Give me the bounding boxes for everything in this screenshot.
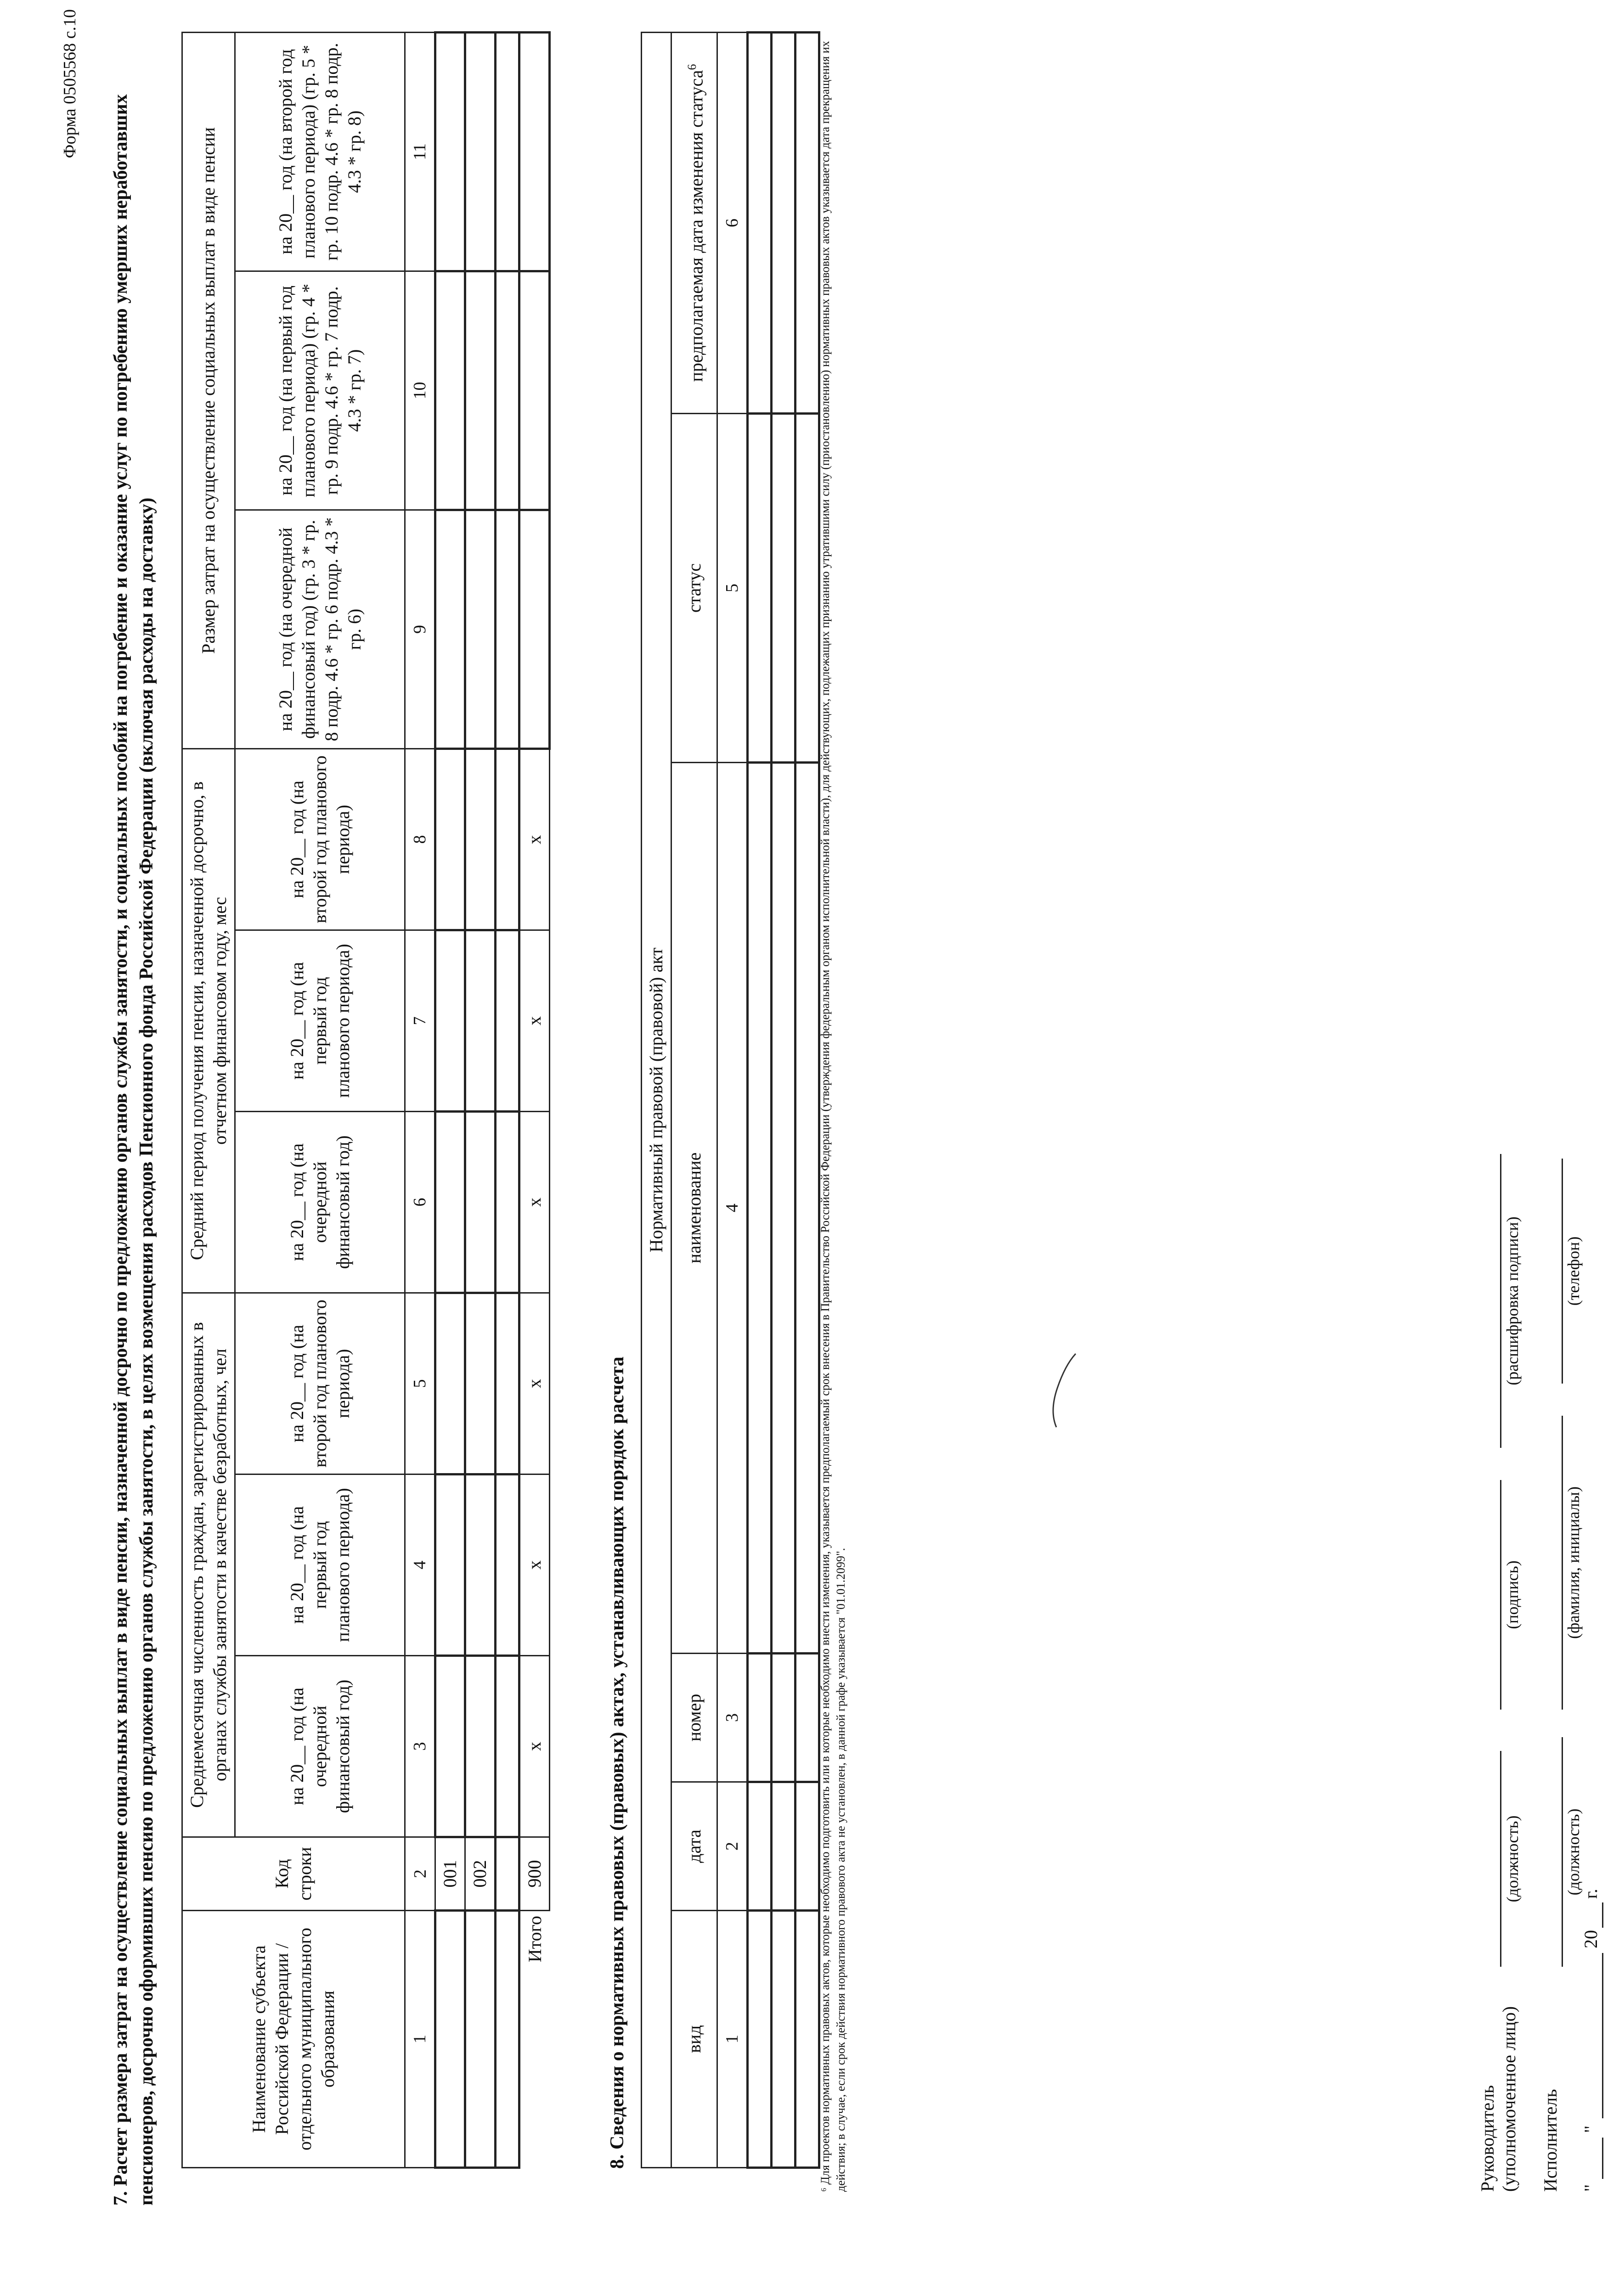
data-cell[interactable]	[496, 748, 519, 930]
section7-table	[181, 31, 551, 2169]
column-number: 8	[405, 748, 435, 930]
data-cell[interactable]	[496, 1474, 519, 1656]
column-number: 5	[717, 414, 748, 763]
header-count-first: на 20__ год (на первый год планового периода)	[235, 1474, 405, 1656]
data-cell[interactable]	[496, 1293, 519, 1474]
head-decoding-line[interactable]	[1478, 1154, 1501, 1448]
table-row	[748, 32, 772, 2167]
total-cell[interactable]	[519, 271, 550, 510]
footnote: ⁶ Для проектов нормативных правовых актов, которые необходимо подготовить или в которые необходимо внести изменения, указывается предполагаемый срок внесения в Правительство Российской Федерации (утверждения федеральным органом исполнительной власти), для действующих, подлежащих признанию утратившими силу (приостановлению) нормативных правовых актов указывается дата прекращения их действия; в случае, если срок действия нормативного правового акта не установлен, в данной графе указывается "01.01.2099".	[818, 41, 847, 2192]
data-cell[interactable]	[435, 1293, 465, 1474]
column-number: 4	[717, 763, 748, 1654]
data-cell[interactable]	[496, 271, 519, 510]
head-decoding-caption: (расшифровка подписи)	[1503, 1216, 1522, 1385]
column-number: 5	[405, 1293, 435, 1474]
column-number: 11	[405, 32, 435, 271]
header-number: номер	[671, 1654, 717, 1782]
section8-table	[641, 31, 820, 2169]
data-cell[interactable]	[496, 1111, 519, 1293]
table-row	[795, 32, 819, 2167]
head-label: Руководитель	[1477, 2085, 1498, 2192]
header-group-cost: Размер затрат на осуществление социальных выплат в виде пенсии	[182, 32, 235, 748]
row-code-empty[interactable]	[496, 1837, 519, 1911]
total-mark: x	[519, 930, 550, 1111]
header-code: Код строки	[182, 1837, 405, 1911]
data-cell[interactable]	[435, 1111, 465, 1293]
head-position-line[interactable]	[1478, 1751, 1501, 1967]
column-number-row	[717, 32, 748, 2167]
table-row	[772, 32, 795, 2167]
date-month-line[interactable]	[1580, 1953, 1603, 2118]
header-cost-current: на 20__ год (на очередной финансовый год) (гр. 3 * гр. 8 подр. 4.6 * гр. 6 подр. 4.3 * гр. 6)	[235, 510, 405, 748]
total-label: Итого	[524, 1916, 545, 1963]
data-cell[interactable]	[795, 1654, 819, 1782]
head-signature-caption: (подпись)	[1503, 1560, 1522, 1629]
table-row	[496, 32, 519, 2167]
row-name-cell[interactable]	[435, 1911, 465, 2168]
date-open-quote: "	[1580, 2184, 1601, 2192]
total-mark: x	[519, 1111, 550, 1293]
header-title: наименование	[671, 763, 717, 1654]
executor-phone-line[interactable]	[1540, 1159, 1563, 1384]
date-suffix: г.	[1580, 1889, 1601, 1899]
data-cell[interactable]	[795, 414, 819, 763]
column-number: 9	[405, 510, 435, 748]
column-number: 10	[405, 271, 435, 510]
table-row	[435, 32, 465, 2167]
header-group-count: Среднемесячная численность граждан, зарегистрированных в органах службы занятости в качестве безработных, чел	[182, 1293, 235, 1837]
total-code: 900	[519, 1837, 550, 1911]
executor-phone-caption: (телефон)	[1564, 1236, 1583, 1306]
executor-position-caption: (должность)	[1564, 1808, 1583, 1896]
column-number: 3	[405, 1656, 435, 1837]
data-cell[interactable]	[496, 510, 519, 748]
data-cell[interactable]	[435, 930, 465, 1111]
column-number: 1	[717, 1911, 748, 2168]
header-name: Наименование субъекта Российской Федерации / отдельного муниципального образования	[182, 1911, 405, 2168]
data-cell[interactable]	[772, 1654, 795, 1782]
data-cell[interactable]	[435, 748, 465, 930]
data-cell[interactable]	[435, 1656, 465, 1837]
data-cell[interactable]	[465, 930, 496, 1111]
executor-label: Исполнитель	[1540, 2089, 1561, 2192]
data-cell[interactable]	[772, 763, 795, 1654]
pen-stroke-path	[1053, 1354, 1076, 1427]
date-year-line[interactable]	[1580, 1902, 1603, 1928]
header-period-second: на 20__ год (на второй год планового периода)	[235, 748, 405, 930]
data-cell[interactable]	[496, 32, 519, 271]
header-date: дата	[671, 1782, 717, 1911]
executor-name-caption: (фамилия, инициалы)	[1564, 1486, 1583, 1639]
column-number: 3	[717, 1654, 748, 1782]
data-cell[interactable]	[772, 1911, 795, 2168]
data-cell[interactable]	[496, 930, 519, 1111]
data-cell[interactable]	[748, 1911, 772, 2168]
head-signature-line[interactable]	[1478, 1480, 1501, 1710]
footnote-mark: 6	[685, 64, 699, 70]
data-cell[interactable]	[748, 1654, 772, 1782]
data-cell[interactable]	[748, 763, 772, 1654]
data-cell[interactable]	[795, 32, 819, 413]
column-number: 1	[405, 1911, 435, 2168]
data-cell[interactable]	[465, 1474, 496, 1656]
table-row	[465, 32, 496, 2167]
data-cell[interactable]	[748, 32, 772, 413]
data-cell[interactable]	[465, 748, 496, 930]
total-mark: x	[519, 1656, 550, 1837]
header-group-period: Средний период получения пенсии, назначенной досрочно, в отчетном финансовом году, мес	[182, 748, 235, 1293]
data-cell[interactable]	[435, 32, 465, 271]
executor-position-line[interactable]	[1540, 1737, 1563, 1967]
data-cell[interactable]	[465, 32, 496, 271]
header-kind: вид	[671, 1911, 717, 2168]
column-number: 2	[405, 1837, 435, 1911]
column-number-row	[405, 32, 435, 2167]
date-century: 20	[1580, 1930, 1601, 1948]
row-name-cell[interactable]	[465, 1911, 496, 2168]
date-day-line[interactable]	[1580, 2138, 1603, 2179]
header-cost-first: на 20__ год (на первый год планового периода) (гр. 4 * гр. 9 подр. 4.6 * гр. 7 подр. 4.3 * гр. 7)	[235, 271, 405, 510]
data-cell[interactable]	[772, 32, 795, 413]
head-position-caption: (должность)	[1503, 1815, 1522, 1902]
data-cell[interactable]	[496, 1656, 519, 1837]
data-cell[interactable]	[795, 763, 819, 1654]
section8-title: 8. Сведения о нормативных правовых (правовых) актах, устанавливающих порядок расчета	[607, 1356, 628, 2169]
row-name-cell[interactable]	[496, 1911, 519, 2168]
header-count-second: на 20__ год (на второй год планового периода)	[235, 1293, 405, 1474]
section7-title: 7. Расчет размера затрат на осуществление социальных выплат в виде пенсии, назначенной досрочно по предложению органов службы занятости, и социальных пособий на погребение и оказание услуг по погребению умерших неработавших пенсионеров, досрочно оформивших пенсию по предложению органов службы занятости, в целях возмещения расходов Пенсионного фонда Российской Федерации (включая расходы на доставку)	[110, 94, 157, 2206]
data-cell[interactable]	[465, 1656, 496, 1837]
header-status: статус	[671, 414, 717, 763]
data-cell[interactable]	[795, 1911, 819, 2168]
pen-stroke-mark	[1047, 1351, 1079, 1429]
total-mark: x	[519, 1474, 550, 1656]
data-cell[interactable]	[435, 1474, 465, 1656]
section8-group-header: Нормативный правовой (правовой) акт	[642, 32, 671, 2167]
data-cell[interactable]	[435, 271, 465, 510]
total-row	[519, 32, 550, 2167]
data-cell[interactable]	[465, 1111, 496, 1293]
row-code: 002	[465, 1837, 496, 1911]
header-cost-second: на 20__ год (на второй год планового периода) (гр. 5 * гр. 10 подр. 4.6 * гр. 8 подр. 4.3 * гр. 8)	[235, 32, 405, 271]
column-number: 6	[717, 32, 748, 413]
data-cell[interactable]	[772, 1782, 795, 1911]
row-code: 001	[435, 1837, 465, 1911]
executor-name-line[interactable]	[1540, 1416, 1563, 1710]
total-cell[interactable]	[519, 32, 550, 271]
data-cell[interactable]	[795, 1782, 819, 1911]
header-status-change-date	[671, 32, 717, 413]
data-cell[interactable]	[465, 1293, 496, 1474]
data-cell[interactable]	[435, 510, 465, 748]
data-cell[interactable]	[748, 1782, 772, 1911]
header-period-first: на 20__ год (на первый год планового периода)	[235, 930, 405, 1111]
date-close-quote: "	[1580, 2125, 1601, 2133]
header-period-current: на 20__ год (на очередной финансовый год)	[235, 1111, 405, 1293]
column-number: 6	[405, 1111, 435, 1293]
total-cell[interactable]	[519, 510, 550, 748]
header-count-current: на 20__ год (на очередной финансовый год)	[235, 1656, 405, 1837]
data-cell[interactable]	[465, 271, 496, 510]
header-status-change-date-text: предполагаемая дата изменения статуса	[686, 70, 707, 382]
data-cell[interactable]	[772, 414, 795, 763]
total-mark: x	[519, 1293, 550, 1474]
head-label-2: (уполномоченное лицо)	[1499, 2006, 1519, 2192]
data-cell[interactable]	[465, 510, 496, 748]
form-number: Форма 0505568 с.10	[60, 9, 79, 158]
total-mark: x	[519, 748, 550, 930]
column-number: 2	[717, 1782, 748, 1911]
column-number: 7	[405, 930, 435, 1111]
data-cell[interactable]	[748, 414, 772, 763]
column-number: 4	[405, 1474, 435, 1656]
